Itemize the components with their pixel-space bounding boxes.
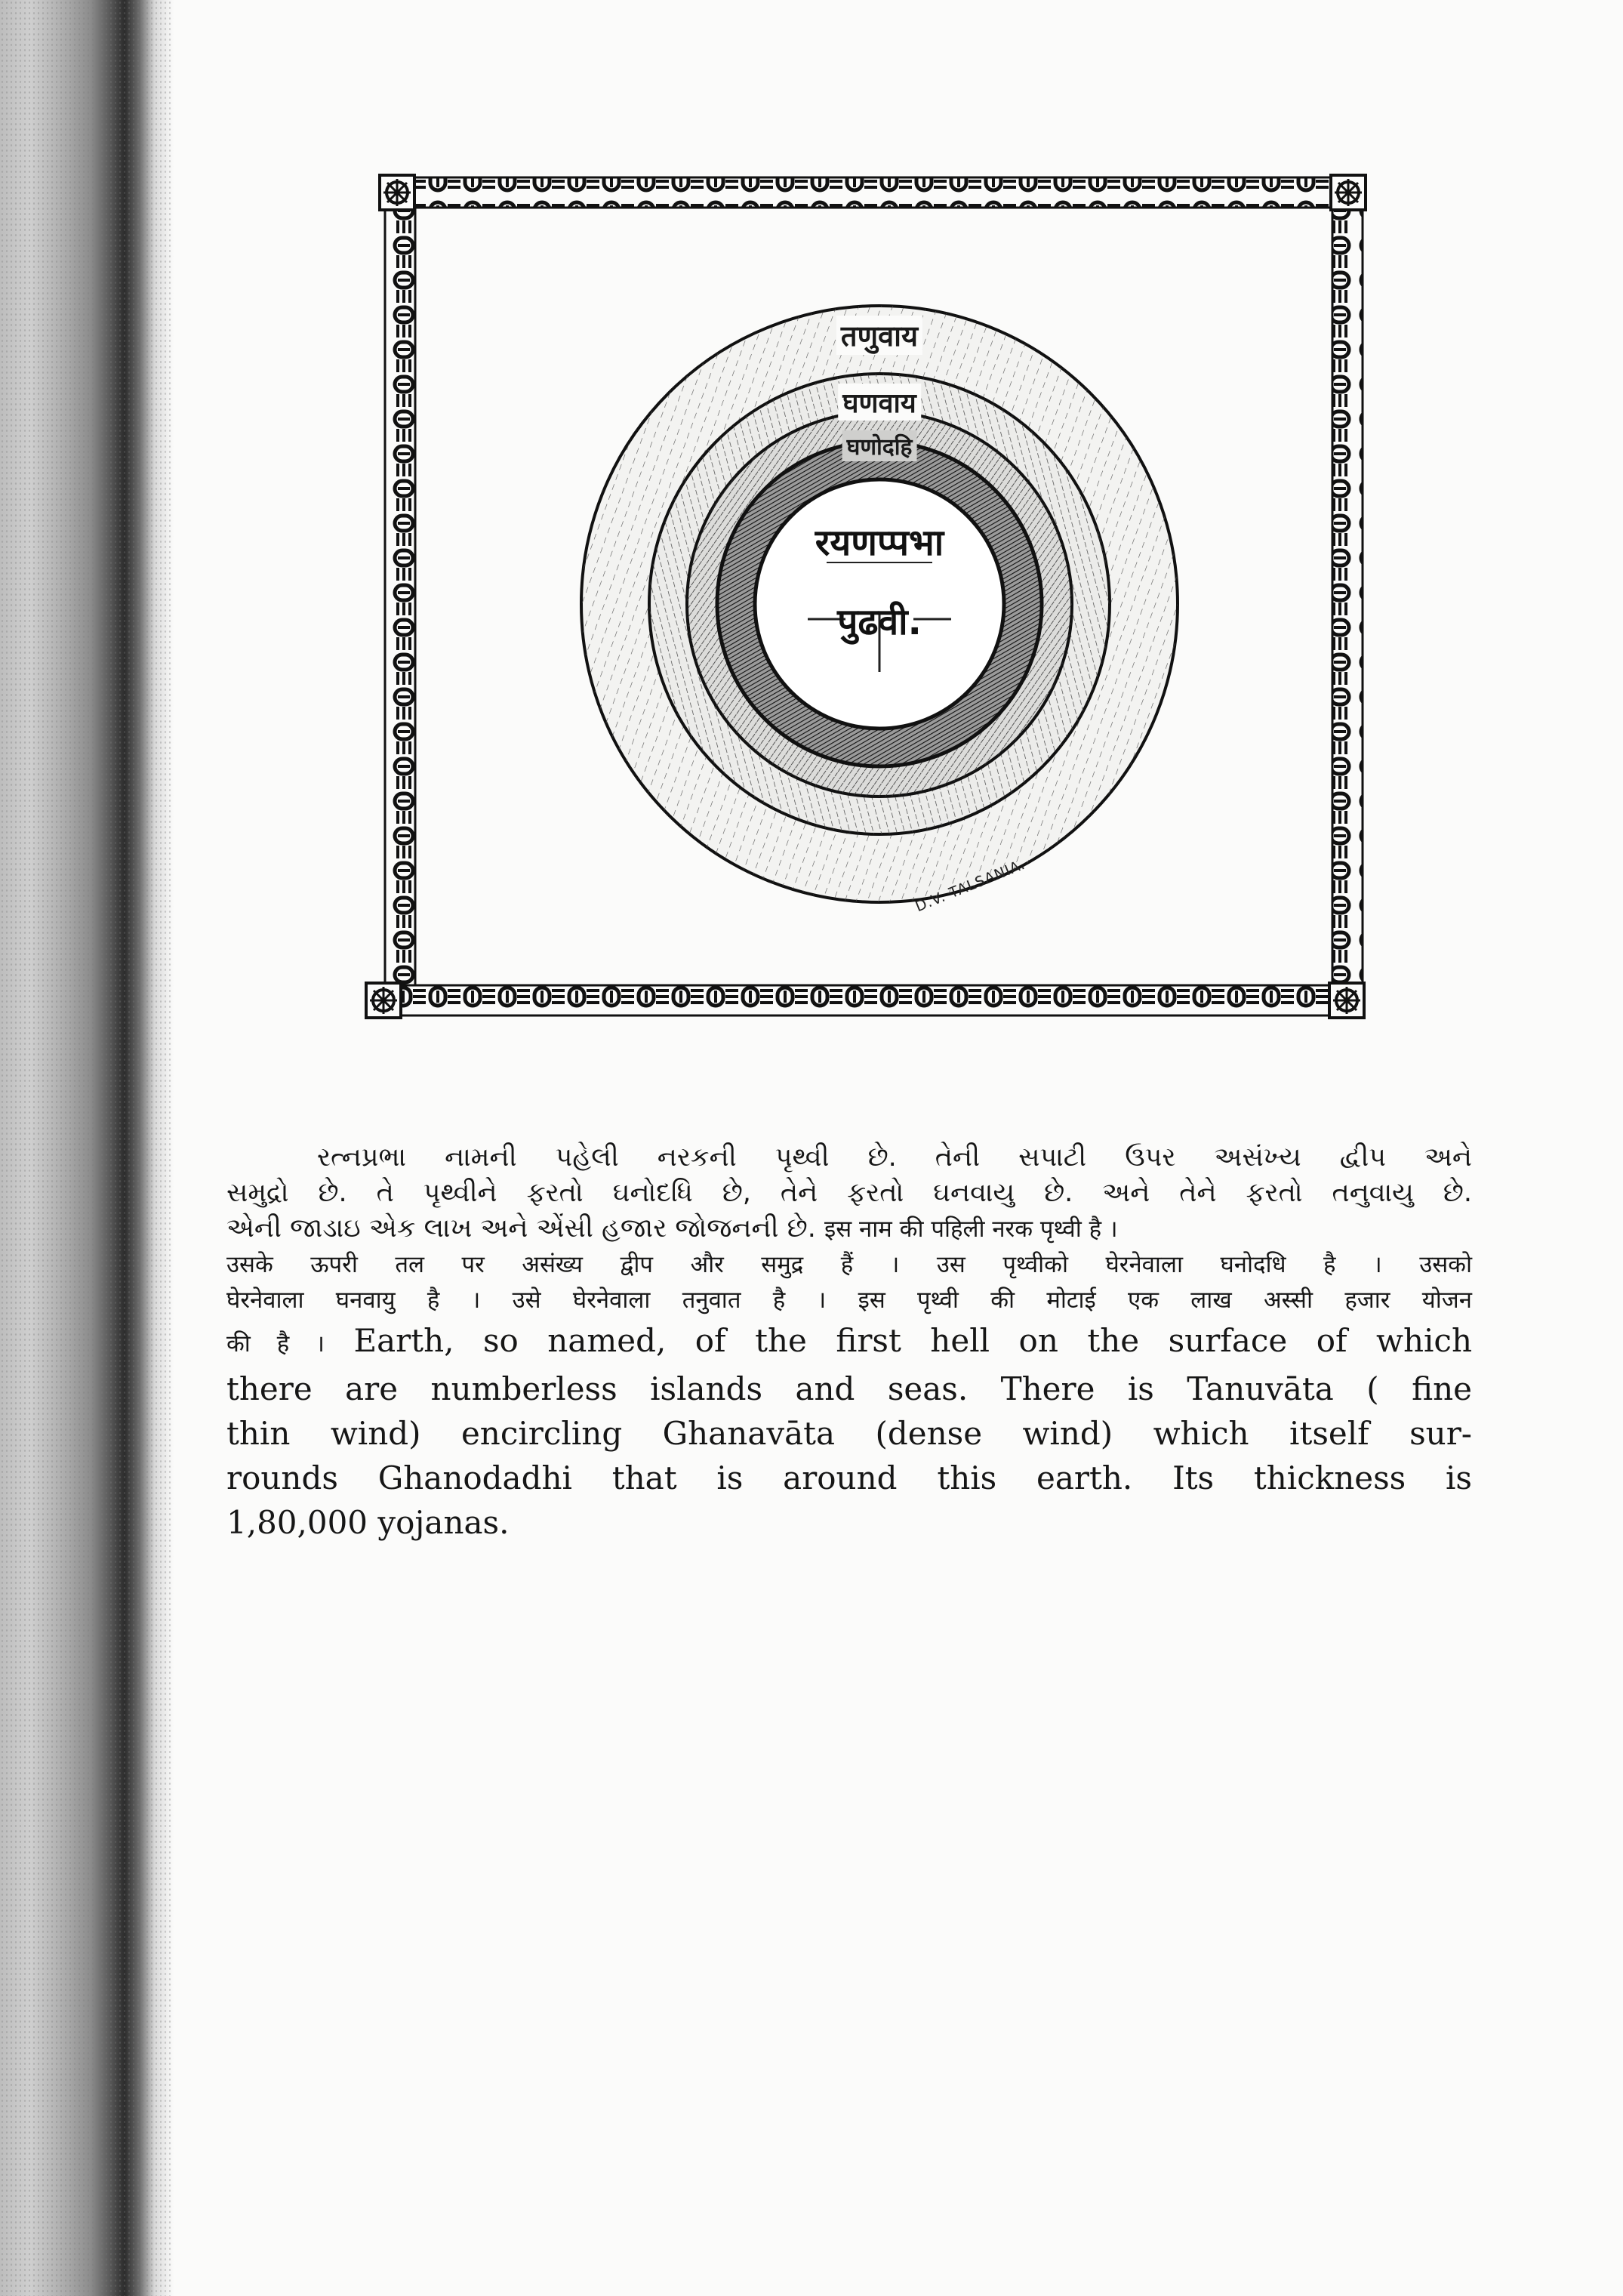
english-line: Earth, so named, of the first hell on the surface of which <box>353 1322 1472 1359</box>
hindi-closing: की है । <box>226 1330 325 1358</box>
english-line: there are numberless islands and seas. There is Tanuvāta ( fine <box>226 1370 1472 1407</box>
artist-signature: D.V. TALSANIA. <box>913 855 1028 916</box>
english-line: 1,80,000 yojanas. <box>226 1504 510 1541</box>
english-line-mixed <box>226 1318 1472 1367</box>
border-bottom <box>368 985 1349 1015</box>
gujarati-hindi-mixed-line <box>226 1211 1472 1247</box>
ring-label-ghanavata: घणवाय <box>838 384 921 421</box>
gujarati-line: સમુદ્રો છે. તે પૃથ્વીને ફરતો ઘનોદધિ છે, તેને ફરતો ઘનવાયુ છે. અને તેને ફરતો તનુવાયુ છે. <box>226 1178 1472 1208</box>
border-right <box>1332 208 1363 985</box>
corner-rosette-bottom-right <box>1329 983 1364 1018</box>
ring-label-tanuvata: तणुवाय <box>836 316 922 355</box>
corner-rosette-bottom-left <box>366 983 401 1018</box>
caption-text <box>226 1140 1472 1545</box>
corner-rosette-top-right <box>1331 175 1366 210</box>
hindi-inline-sentence: इस नाम की पहिली नरक पृथ्वी है । <box>824 1216 1118 1243</box>
border-left <box>385 208 415 985</box>
english-line: rounds Ghanodadhi that is around this earth. Its thickness is <box>226 1459 1472 1496</box>
gujarati-line: રત્નપ્રભા નામની પહેલી નરકની પૃથ્વી છે. તેની સપાટી ઉપર અસંખ્ય દ્વીપ અને <box>317 1142 1472 1173</box>
gutter-speckle <box>0 0 174 2296</box>
ring-label-ghanodadhi: घणोदहि <box>842 430 917 461</box>
gujarati-line: એની જાડાઇ એક લાખ અને એંસી હજાર જોજનની છે. <box>226 1213 816 1244</box>
english-line: thin wind) encircling Ghanavāta (dense wind) which itself sur- <box>226 1415 1472 1452</box>
hindi-line: उसके ऊपरी तल पर असंख्य द्वीप और समुद्र हैं । उस पृथ्वीको घेरनेवाला घनोदधि है । उसको <box>226 1251 1472 1278</box>
cosmology-figure <box>359 166 1385 1027</box>
center-label-pudhavi: पुढवी. <box>837 601 922 643</box>
hindi-line: घेरनेवाला घनवायु है । उसे घेरनेवाला तनुवात है । इस पृथ्वी की मोटाई एक लाख अस्सी हजार योजन <box>226 1287 1472 1314</box>
center-label-ratnaprabha: रयणप्पभा <box>815 522 944 564</box>
border-top <box>381 177 1351 208</box>
corner-rosette-top-left <box>380 175 414 210</box>
